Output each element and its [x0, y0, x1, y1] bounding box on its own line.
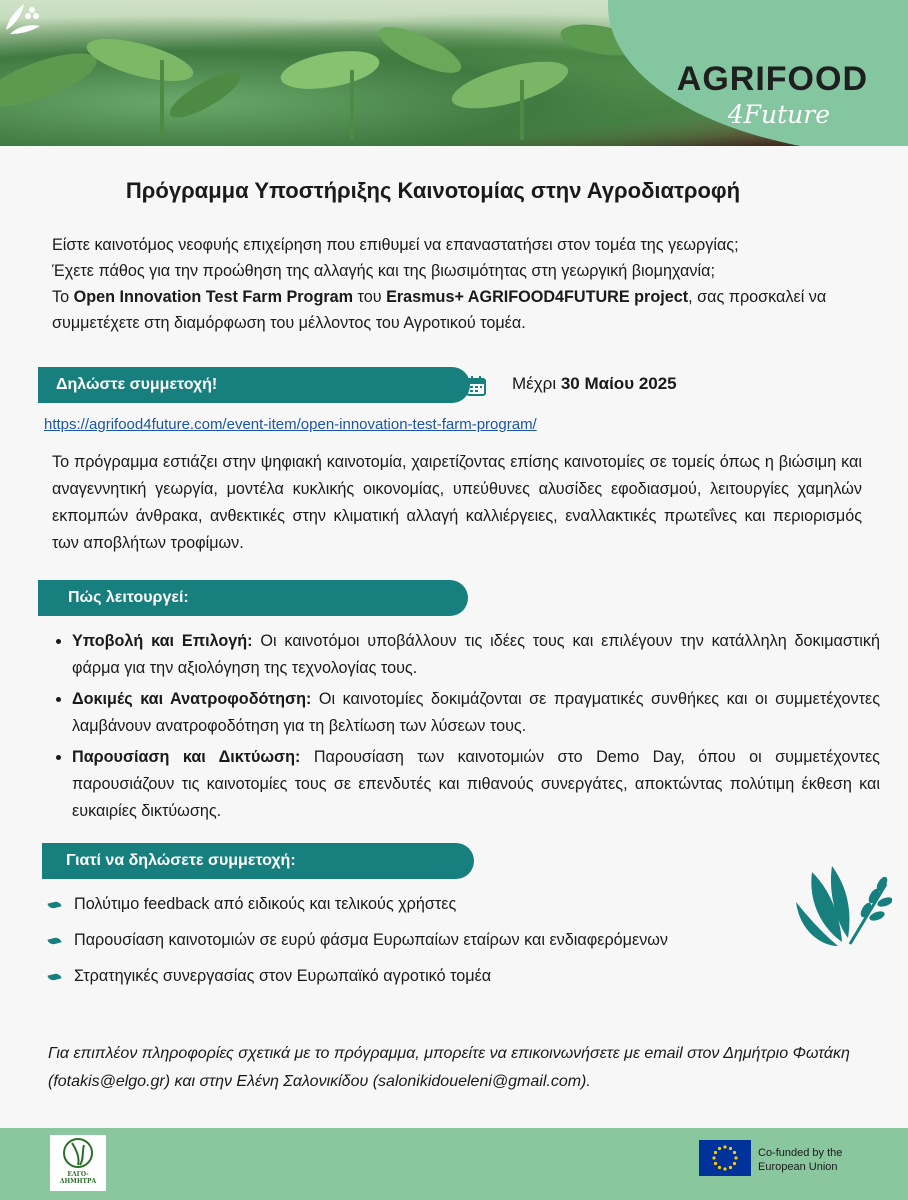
- item-term: Δοκιμές και Ανατροφοδότηση:: [72, 690, 312, 708]
- item-text: Οι καινοτόμοι υποβάλλουν τις ιδέες τους και επιλέγουν την κατάλληλη δοκιμαστική φάρμα για την αξιολόγηση της τεχνολογίας τους.: [72, 632, 880, 677]
- item-text: Πολύτιμο feedback από ειδικούς και τελικούς χρήστες: [74, 895, 457, 913]
- program-name: Open Innovation Test Farm Program: [73, 288, 354, 306]
- intro-text: [52, 232, 862, 336]
- how-list: [52, 628, 880, 829]
- page-title: Πρόγραμμα Υποστήριξης Καινοτομίας στην Αγροδιατροφή: [125, 178, 741, 203]
- logo-title: AGRIFOOD: [676, 60, 868, 98]
- intro-line-1: Είστε καινοτόμος νεοφυής επιχείρηση που επιθυμεί να επαναστατήσει στον τομέα της γεωργίας;: [52, 236, 739, 254]
- program-description: Το πρόγραμμα εστιάζει στην ψηφιακή καινοτομία, χαιρετίζοντας επίσης καινοτομίες σε τομείς όπως η βιώσιμη και αναγεννητική γεωργία, μοντέλα κυκλικής οικονομίας, υπεύθυνες αλυσίδες εφοδιασμού, λειτουργίες χαμηλών εκπομπών άνθρακα, ανθεκτικές στην κλιματική αλλαγή καλλιέργειες, εναλλακτικές πρωτεΐνες και περιορισμός των αποβλήτων τροφίμων.: [52, 453, 862, 552]
- contact-info: Για επιπλέον πληροφορίες σχετικά με το πρόγραμμα, μπορείτε να επικοινωνήσετε με email στον Δημήτριο Φωτάκη (fotakis@elgo.gr) και στην Ελένη Σαλονικίδου (salonikidoueleni@gmail.com).: [48, 1045, 850, 1090]
- leaf-bullet-icon: [47, 900, 61, 909]
- item-text: Στρατηγικές συνεργασίας στον Ευρωπαϊκό αγροτικό τομέα: [74, 967, 492, 985]
- intro-line-2: Έχετε πάθος για την προώθηση της αλλαγής και της βιωσιμότητας στη γεωργική βιομηχανία;: [52, 262, 715, 280]
- intro-suffix: , σας προσκαλεί να συμμετέχετε στη διαμόρφωση του μέλλοντος του Αγροτικού τομέα.: [52, 288, 827, 332]
- eu-line-2: European Union: [758, 1161, 838, 1173]
- wheat-emblem-icon: [792, 862, 892, 952]
- elgo-emblem-icon: [50, 1135, 106, 1175]
- item-term: Υποβολή και Επιλογή:: [72, 632, 253, 650]
- list-item: [48, 928, 788, 964]
- list-item: [72, 686, 880, 740]
- project-name: Erasmus+ AGRIFOOD4FUTURE project: [386, 288, 689, 306]
- why-heading-text: Γιατί να δηλώσετε συμμετοχή:: [66, 852, 296, 869]
- why-list: [48, 892, 788, 1000]
- header-banner: [0, 0, 908, 146]
- elgo-logo: [50, 1135, 106, 1191]
- list-item: [72, 744, 880, 825]
- list-item: [48, 892, 788, 928]
- register-heading: Δηλώστε συμμετοχή!: [38, 367, 470, 403]
- eu-flag-icon: [699, 1140, 751, 1176]
- list-item: [72, 628, 880, 682]
- leaf-bullet-icon: [47, 972, 61, 981]
- item-text: Παρουσίαση των καινοτομιών στο Demo Day, όπου οι συμμετέχοντες παρουσιάζουν τις καινοτομίες τους σε επενδυτές και πιθανούς συνεργάτες, αποκτώντας πολύτιμη έκθεση και ευκαιρίες δικτύωσης.: [72, 748, 880, 820]
- eu-cofunded-text: [758, 1146, 868, 1174]
- how-heading: [38, 580, 468, 616]
- intro-line-3: [52, 284, 862, 336]
- logo-subtitle: 4Future: [727, 100, 830, 129]
- eu-stars-icon: [699, 1140, 751, 1176]
- item-term: Παρουσίαση και Δικτύωση:: [72, 748, 301, 766]
- deadline: [512, 374, 677, 394]
- intro-mid: του: [353, 288, 387, 306]
- leaf-bullet-icon: [47, 936, 61, 945]
- calendar-icon: [466, 376, 486, 396]
- registration-link[interactable]: https://agrifood4future.com/event-item/open-innovation-test-farm-program/: [44, 416, 537, 433]
- list-item: [48, 964, 788, 1000]
- deadline-date: 30 Μαίου 2025: [560, 374, 677, 393]
- intro-prefix: Το: [52, 288, 74, 306]
- elgo-text: ΕΛΓΟ-ΔΗΜΗΤΡΑ: [59, 1171, 97, 1185]
- how-heading-text: Πώς λειτουργεί:: [68, 589, 189, 606]
- wheat-logo-icon: [0, 0, 44, 40]
- why-heading: [42, 843, 474, 879]
- item-text: Παρουσίαση καινοτομιών σε ευρύ φάσμα Ευρωπαίων εταίρων και ενδιαφερόμενων: [74, 931, 669, 949]
- deadline-prefix: Μέχρι: [512, 374, 561, 393]
- item-text: Οι καινοτομίες δοκιμάζονται σε πραγματικές συνθήκες και οι συμμετέχοντες λαμβάνουν ανατροφοδότηση για τη βελτίωση των λύσεων τους.: [72, 690, 880, 735]
- eu-line-1: Co-funded by the: [758, 1147, 843, 1159]
